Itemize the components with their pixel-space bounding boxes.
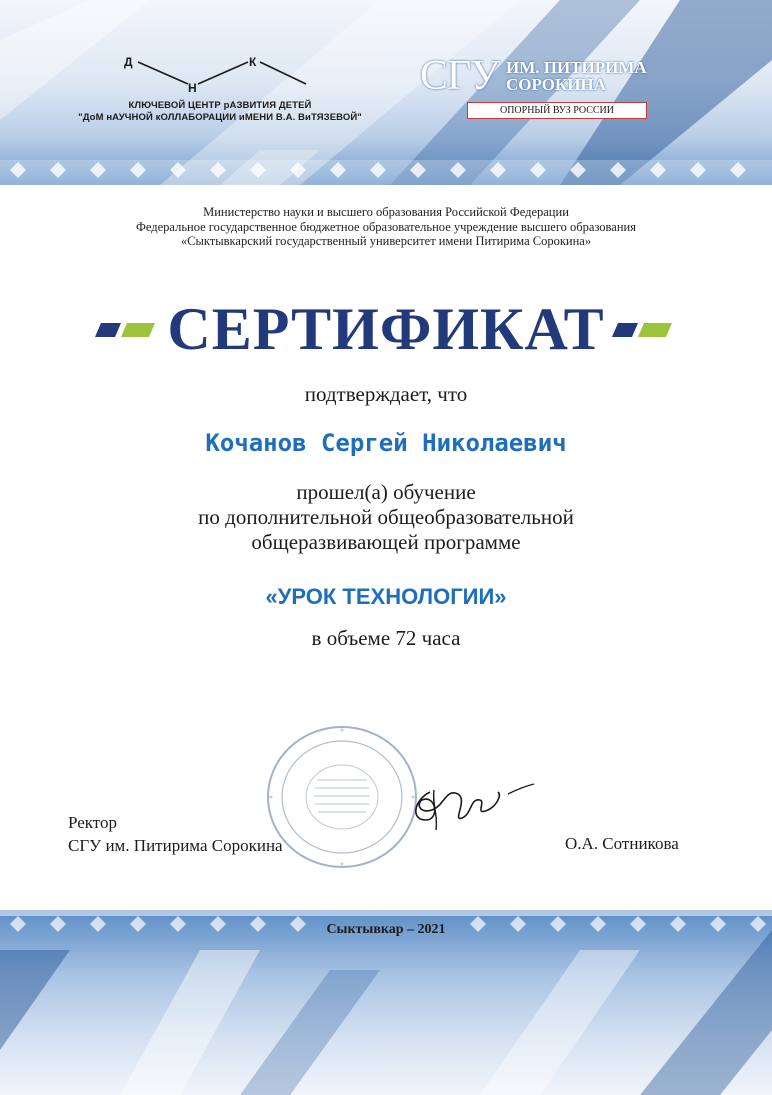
certificate-title: СЕРТИФИКАТ	[167, 296, 605, 362]
completion-line-2: по дополнительной общеобразовательной	[198, 505, 574, 529]
university-name	[506, 59, 676, 93]
rector-title: Ректор	[68, 813, 118, 832]
university-tagline: ОПОРНЫЙ ВУЗ РОССИИ	[467, 102, 647, 119]
logo-letter-d: Д	[124, 55, 133, 69]
completion-line-3: общеразвивающей программе	[251, 530, 521, 554]
university-logo	[420, 55, 670, 130]
logo-letter-k: К	[249, 55, 257, 69]
ministry-line-1: Министерство науки и высшего образования Российской Федерации	[203, 205, 569, 219]
ministry-line-2: Федеральное государственное бюджетное образовательное учреждение высшего образования	[136, 219, 636, 234]
ministry-line-3: «Сыктывкарский государственный университет имени Питирима Сорокина»	[180, 234, 592, 248]
recipient-name: Кочанов Сергей Николаевич	[205, 429, 567, 457]
signer-name: О.А. Сотникова	[565, 834, 679, 853]
confirms-text: подтверждает, что	[304, 382, 468, 406]
rector-organization: СГУ им. Питирима Сорокина	[68, 836, 283, 855]
logo-org-line-2: "ДоМ нАУЧНОЙ кОЛЛАБОРАЦИИ иМЕНИ В.А. ВиТЯЗЕВОЙ"	[78, 112, 362, 123]
logo-letter-n: Н	[188, 81, 197, 95]
rector-signature-icon	[400, 770, 540, 840]
course-volume: в объеме 72 часа	[311, 626, 461, 650]
completion-line-1: прошел(а) обучение	[296, 480, 476, 504]
university-abbr: СГУ	[420, 53, 500, 99]
molecule-icon	[120, 52, 320, 98]
university-name-line-1: ИМ. ПИТИРИМА	[506, 58, 647, 77]
rector-block	[68, 811, 283, 857]
ministry-header	[40, 205, 732, 249]
official-stamp-icon	[262, 722, 422, 872]
program-name: «УРОК ТЕХНОЛОГИИ»	[265, 584, 507, 609]
key-center-logo	[70, 52, 370, 132]
top-banner	[0, 0, 772, 185]
city-year: Сыктывкар – 2021	[326, 922, 446, 937]
university-name-line-2: СОРОКИНА	[506, 75, 607, 94]
completion-text	[0, 480, 772, 555]
title-block	[0, 298, 772, 368]
logo-org-line-1: КЛЮЧЕВОЙ ЦЕНТР рАЗВИТИЯ ДЕТЕЙ	[128, 100, 312, 111]
title-right-decoration-icon	[612, 323, 672, 337]
